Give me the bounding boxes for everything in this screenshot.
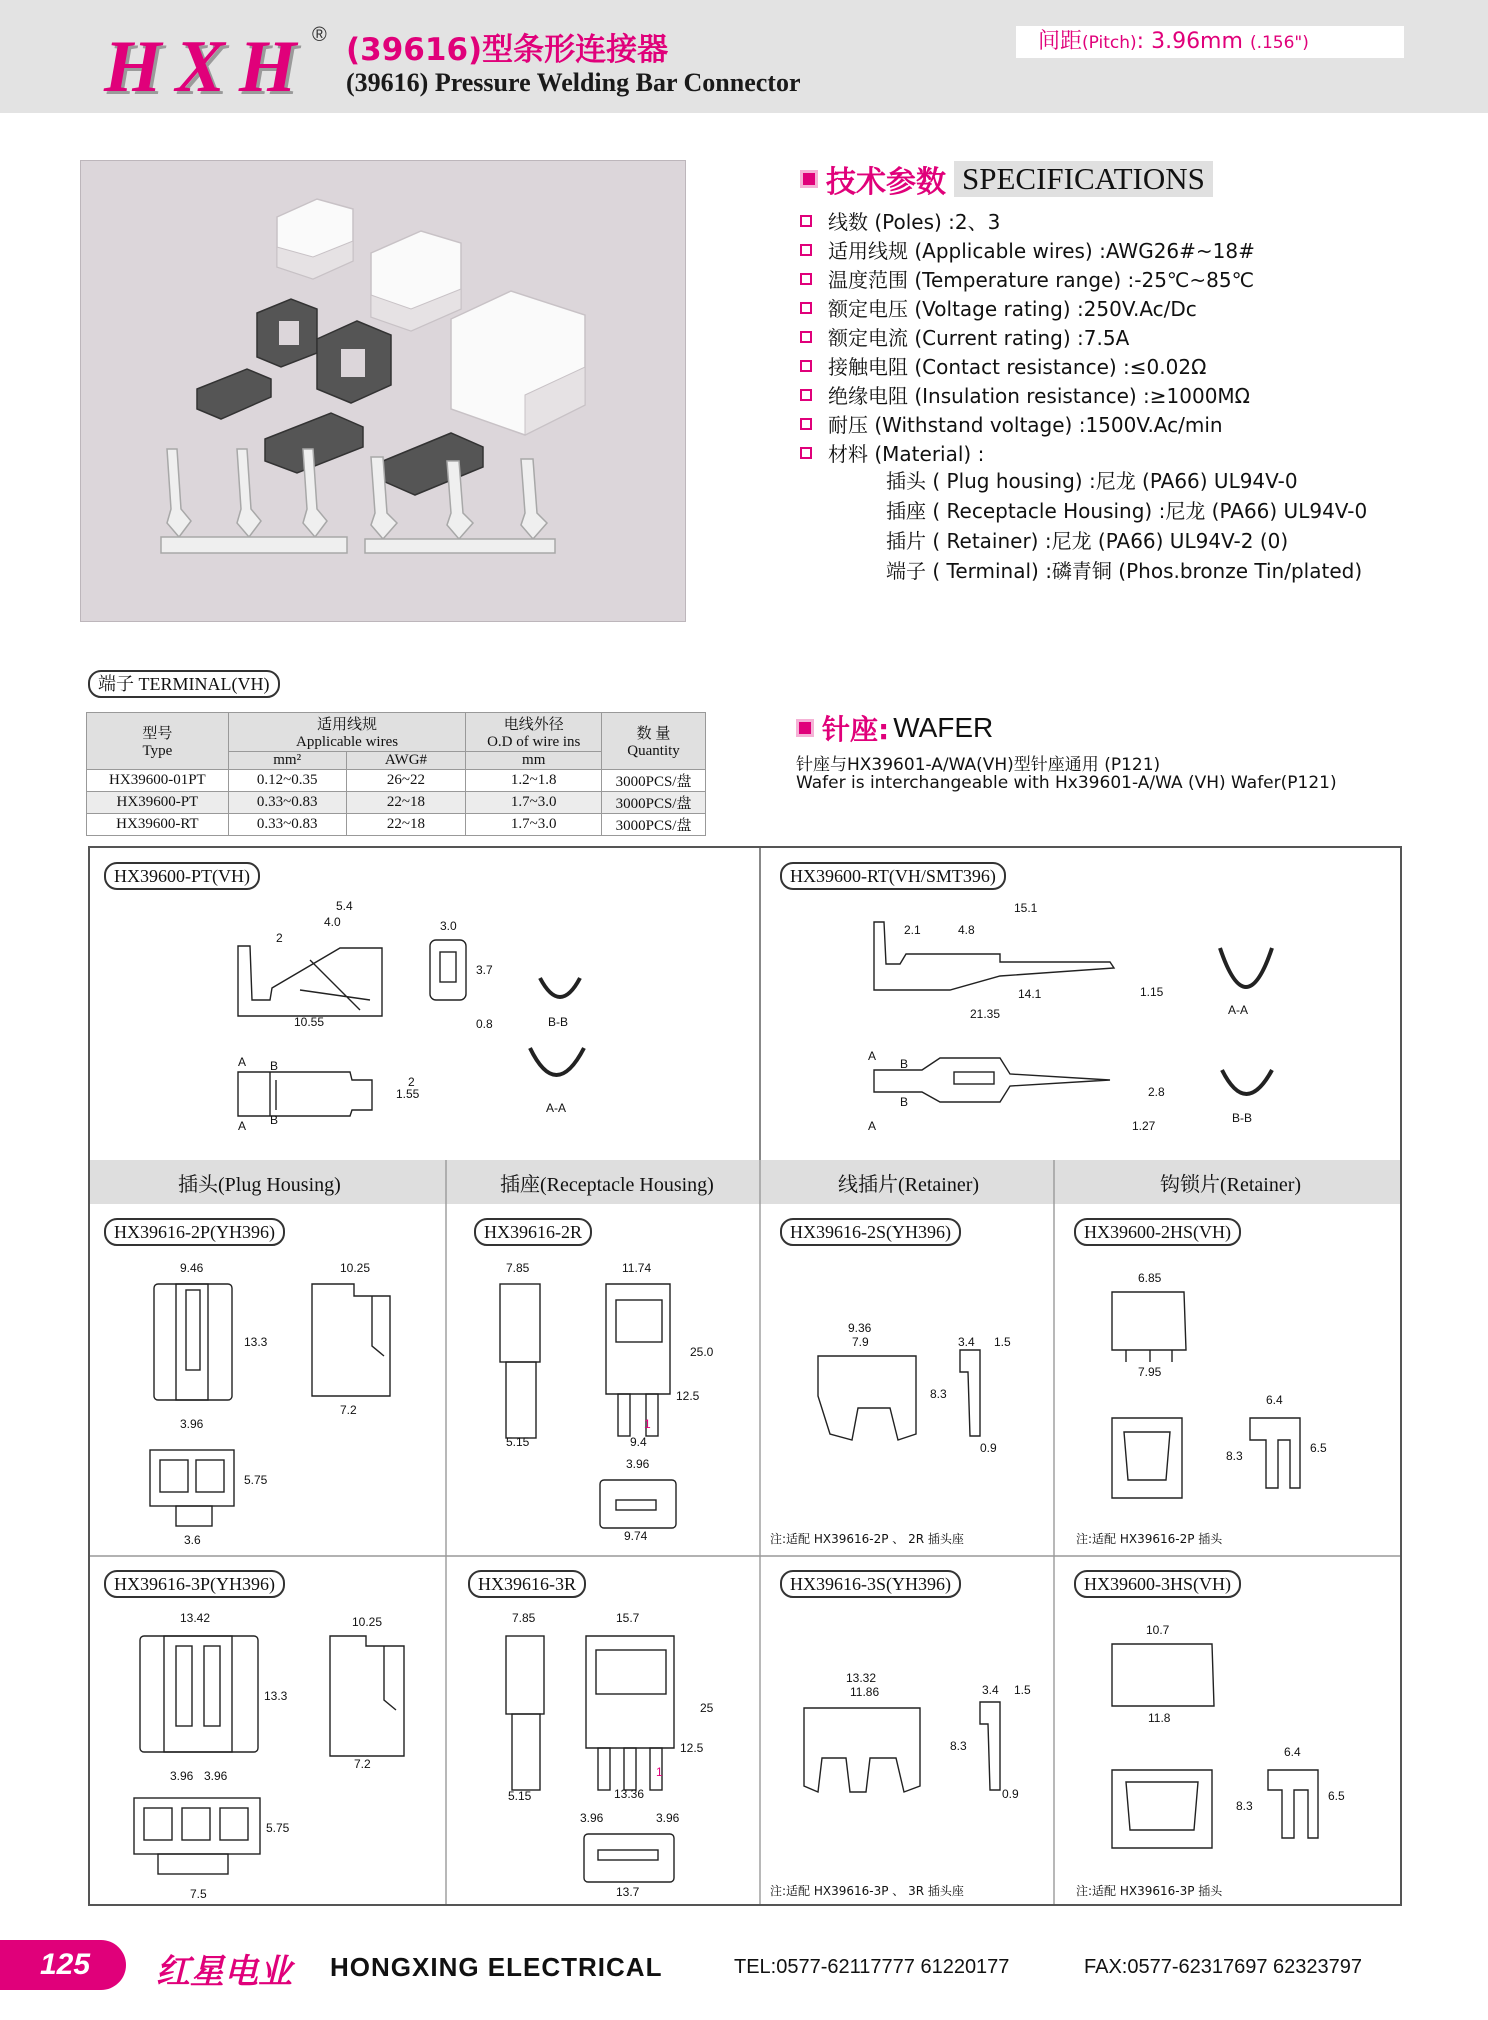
spec-item: 温度范围 (Temperature range) :-25℃~85℃ (800, 264, 1255, 293)
dim-r3: 13.7 (616, 1885, 640, 1899)
terminal-table (86, 712, 706, 836)
dim-r3: 3.96 (656, 1811, 680, 1825)
r3-label: HX39616-3R (468, 1570, 586, 1598)
wafer-note-cn: 针座与HX39601-A/WA(VH)型针座通用 (P121) (796, 755, 1161, 775)
spec-title-en: SPECIFICATIONS (954, 161, 1213, 197)
spec-list (800, 206, 1255, 467)
spec-item: 适用线规 (Applicable wires) :AWG26#~18# (800, 235, 1255, 264)
dim-r2: 5.15 (506, 1435, 530, 1449)
dim-s2: 1.5 (994, 1335, 1011, 1349)
pitch-inch: (.156") (1249, 33, 1309, 53)
material-item: 端子 ( Terminal) :磷青铜 (Phos.bronze Tin/plated) (886, 558, 1363, 583)
dim-s3: 0.9 (1002, 1787, 1019, 1801)
bullet-square-icon (800, 244, 812, 256)
category-plug: 插头(Plug Housing) (178, 1174, 341, 1196)
dim-hs2: 6.4 (1266, 1393, 1283, 1407)
dim-p2: 7.2 (340, 1403, 357, 1417)
dim-p3: 10.25 (352, 1615, 383, 1629)
pink-square-icon (800, 170, 818, 188)
dim-hs2: 6.85 (1138, 1271, 1162, 1285)
dim-pt: 4.0 (324, 915, 341, 929)
pitch-cn: 间距 (1038, 29, 1083, 54)
dim-pt: 3.0 (440, 919, 457, 933)
spec-item: 额定电压 (Voltage rating) :250V.Ac/Dc (800, 293, 1255, 322)
dim-pt: 3.7 (476, 963, 493, 977)
table-row: HX39600-PT 0.33~0.83 22~18 1.7~3.0 3000PCS/盘 (87, 792, 706, 814)
bullet-square-icon (800, 215, 812, 227)
wafer-heading: 针座: WAFER (796, 708, 993, 748)
note-hs2: 注:适配 HX39616-2P 插头 (1076, 1532, 1223, 1546)
dim-hs2: 7.95 (1138, 1365, 1162, 1379)
spec-title-cn: 技术参数 (826, 165, 946, 200)
dim-p3: 7.5 (190, 1887, 207, 1901)
dim-p2: 3.96 (180, 1417, 204, 1431)
dim-r3: 15.7 (616, 1611, 640, 1625)
company-name-cn: 红星电业 (156, 1952, 292, 1992)
p2-label: HX39616-2P(YH396) (104, 1218, 285, 1246)
dim-p2: 13.3 (244, 1335, 268, 1349)
dim-r3: 12.5 (680, 1741, 704, 1755)
dim-p3: 3.96 (204, 1769, 228, 1783)
note-s2: 注:适配 HX39616-2P 、 2R 插头座 (770, 1532, 964, 1546)
bullet-square-icon (800, 389, 812, 401)
dim-pt: 2 (408, 1075, 415, 1089)
dim-r2: 11.74 (622, 1261, 652, 1275)
dim-s2: 3.4 (958, 1335, 975, 1349)
dim-r2: 9.4 (630, 1435, 647, 1449)
dim-pt: 5.4 (336, 899, 353, 913)
dim-rt: 2.8 (1148, 1085, 1165, 1099)
dim-hs3: 6.5 (1328, 1789, 1345, 1803)
page-number: 125 (0, 1940, 126, 1990)
fax: FAX:0577-62317697 62323797 (1084, 1956, 1363, 1978)
dim-r2: 25.0 (690, 1345, 714, 1359)
dim-s2: 8.3 (930, 1387, 947, 1401)
dim-s2: 0.9 (980, 1441, 997, 1455)
material-list (886, 464, 1367, 584)
dim-rt: A (868, 1049, 877, 1063)
dim-p3: 13.3 (264, 1689, 288, 1703)
company-name-en: HONGXING ELECTRICAL (330, 1952, 663, 1982)
dim-p3: 7.2 (354, 1757, 371, 1771)
dim-p3: 13.42 (180, 1611, 211, 1625)
bullet-square-icon (800, 302, 812, 314)
telephone: TEL:0577-62117777 61220177 (734, 1956, 1010, 1978)
note-s3: 注:适配 HX39616-3P 、 3R 插头座 (770, 1884, 964, 1898)
dim-s2: 9.36 (848, 1321, 872, 1335)
dim-r3: 1 (656, 1765, 663, 1779)
dim-hs3: 11.8 (1148, 1711, 1171, 1725)
dim-pt: 1.55 (396, 1087, 420, 1101)
table-row: HX39600-RT 0.33~0.83 22~18 1.7~3.0 3000PCS/盘 (87, 814, 706, 836)
dim-p3: 5.75 (266, 1821, 290, 1835)
dim-pt: A (238, 1119, 247, 1133)
dim-p2: 5.75 (244, 1473, 268, 1487)
bullet-square-icon (800, 418, 812, 430)
bullet-square-icon (800, 360, 812, 372)
pitch-label: (Pitch) (1082, 33, 1137, 53)
table-header-row: 型号 Type 适用线规 Applicable wires 电线外径 O.D of wire ins 数 量 Quantity (87, 713, 706, 752)
material-item: 插片 ( Retainer) :尼龙 (PA66) UL94V-2 (0) (886, 528, 1289, 553)
dim-r2: 9.74 (624, 1529, 648, 1543)
dim-pt: B-B (548, 1015, 569, 1029)
spec-item: 额定电流 (Current rating) :7.5A (800, 322, 1255, 351)
dim-s3: 13.32 (846, 1671, 877, 1685)
dim-rt: 2.1 (904, 923, 921, 937)
spec-item: 接触电阻 (Contact resistance) :≤0.02Ω (800, 351, 1255, 380)
dim-r2: 1 (644, 1417, 651, 1431)
dim-rt: A (868, 1119, 877, 1133)
dim-rt: B-B (1232, 1111, 1253, 1125)
dim-pt: A-A (546, 1101, 567, 1115)
dim-rt: 1.27 (1132, 1119, 1156, 1133)
wafer-note-en: Wafer is interchangeable with Hx39601-A/WA (VH) Wafer(P121) (796, 773, 1337, 793)
dim-p2: 9.46 (180, 1261, 204, 1275)
category-lock-retainer: 钩锁片(Retainer) (1160, 1174, 1302, 1196)
dim-r3: 5.15 (508, 1789, 532, 1803)
dim-pt: B (270, 1059, 279, 1073)
category-retainer: 线插片(Retainer) (838, 1174, 980, 1196)
dim-r2: 7.85 (506, 1261, 530, 1275)
dim-r2: 12.5 (676, 1389, 700, 1403)
pt-label: HX39600-PT(VH) (104, 862, 260, 890)
spec-item: 线数 (Poles) :2、3 (800, 206, 1255, 235)
product-photo-illustration (81, 161, 687, 623)
bullet-square-icon (800, 331, 812, 343)
spec-item: 绝缘电阻 (Insulation resistance) :≥1000MΩ (800, 380, 1255, 409)
dim-s2: 7.9 (852, 1335, 869, 1349)
dim-pt: B (270, 1113, 279, 1127)
table-row: HX39600-01PT 0.12~0.35 26~22 1.2~1.8 3000PCS/盘 (87, 770, 706, 792)
dim-p2: 10.25 (340, 1261, 371, 1275)
dim-pt: 0.8 (476, 1017, 493, 1031)
dim-hs3: 10.7 (1146, 1623, 1170, 1637)
s3-label: HX39616-3S(YH396) (780, 1570, 961, 1598)
terminal-label: 端子 TERMINAL(VH) (88, 670, 280, 698)
pitch-value: : 3.96mm (1136, 29, 1243, 54)
table-subheader-row: mm² AWG# mm (87, 752, 706, 770)
dim-r3: 7.85 (512, 1611, 536, 1625)
title-en: (39616) Pressure Welding Bar Connector (346, 68, 801, 97)
dim-p2: 3.6 (184, 1533, 201, 1547)
dim-r3: 25 (700, 1701, 714, 1715)
technical-drawings (88, 846, 1402, 1906)
title-cn: (39616)型条形连接器 (346, 32, 669, 68)
pitch-box (1016, 26, 1404, 58)
dim-rt: 21.35 (970, 1007, 1001, 1021)
spec-item: 材料 (Material) : (800, 438, 1255, 467)
dim-hs3: 6.4 (1284, 1745, 1301, 1759)
dim-rt: A-A (1228, 1003, 1249, 1017)
dim-rt: 15.1 (1014, 901, 1038, 915)
material-item: 插头 ( Plug housing) :尼龙 (PA66) UL94V-0 (886, 468, 1298, 493)
p3-label: HX39616-3P(YH396) (104, 1570, 285, 1598)
spec-item: 耐压 (Withstand voltage) :1500V.Ac/min (800, 409, 1255, 438)
material-item: 插座 ( Receptacle Housing) :尼龙 (PA66) UL94V-0 (886, 498, 1368, 523)
dim-rt: 1.15 (1140, 985, 1164, 999)
hxh-logo: HXH (104, 26, 311, 108)
category-receptacle: 插座(Receptacle Housing) (500, 1174, 714, 1196)
dim-rt: 14.1 (1018, 987, 1042, 1001)
hs3-label: HX39600-3HS(VH) (1074, 1570, 1241, 1598)
rt-label: HX39600-RT(VH/SMT396) (780, 862, 1006, 890)
dim-p3: 3.96 (170, 1769, 194, 1783)
dim-pt: 10.55 (294, 1015, 325, 1029)
s2-label: HX39616-2S(YH396) (780, 1218, 961, 1246)
dim-s3: 8.3 (950, 1739, 967, 1753)
dim-hs2: 8.3 (1226, 1449, 1243, 1463)
dim-r2: 3.96 (626, 1457, 650, 1471)
dim-rt: 4.8 (958, 923, 975, 937)
dim-s3: 11.86 (850, 1685, 880, 1699)
pink-square-icon (796, 719, 814, 737)
registered-mark: ® (312, 24, 327, 46)
dim-rt: B (900, 1057, 909, 1071)
dim-s3: 1.5 (1014, 1683, 1031, 1697)
dim-rt: B (900, 1095, 909, 1109)
bullet-square-icon (800, 273, 812, 285)
dim-pt: 2 (276, 931, 283, 945)
dim-r3: 13.36 (614, 1787, 645, 1801)
specifications-heading (800, 161, 1213, 200)
dim-s3: 3.4 (982, 1683, 999, 1697)
bullet-square-icon (800, 447, 812, 459)
dim-hs3: 8.3 (1236, 1799, 1253, 1813)
dim-r3: 3.96 (580, 1811, 604, 1825)
r2-label: HX39616-2R (474, 1218, 592, 1246)
hs2-label: HX39600-2HS(VH) (1074, 1218, 1241, 1246)
dim-pt: A (238, 1055, 247, 1069)
note-hs3: 注:适配 HX39616-3P 插头 (1076, 1884, 1223, 1898)
product-photo (80, 160, 686, 622)
dim-hs2: 6.5 (1310, 1441, 1327, 1455)
